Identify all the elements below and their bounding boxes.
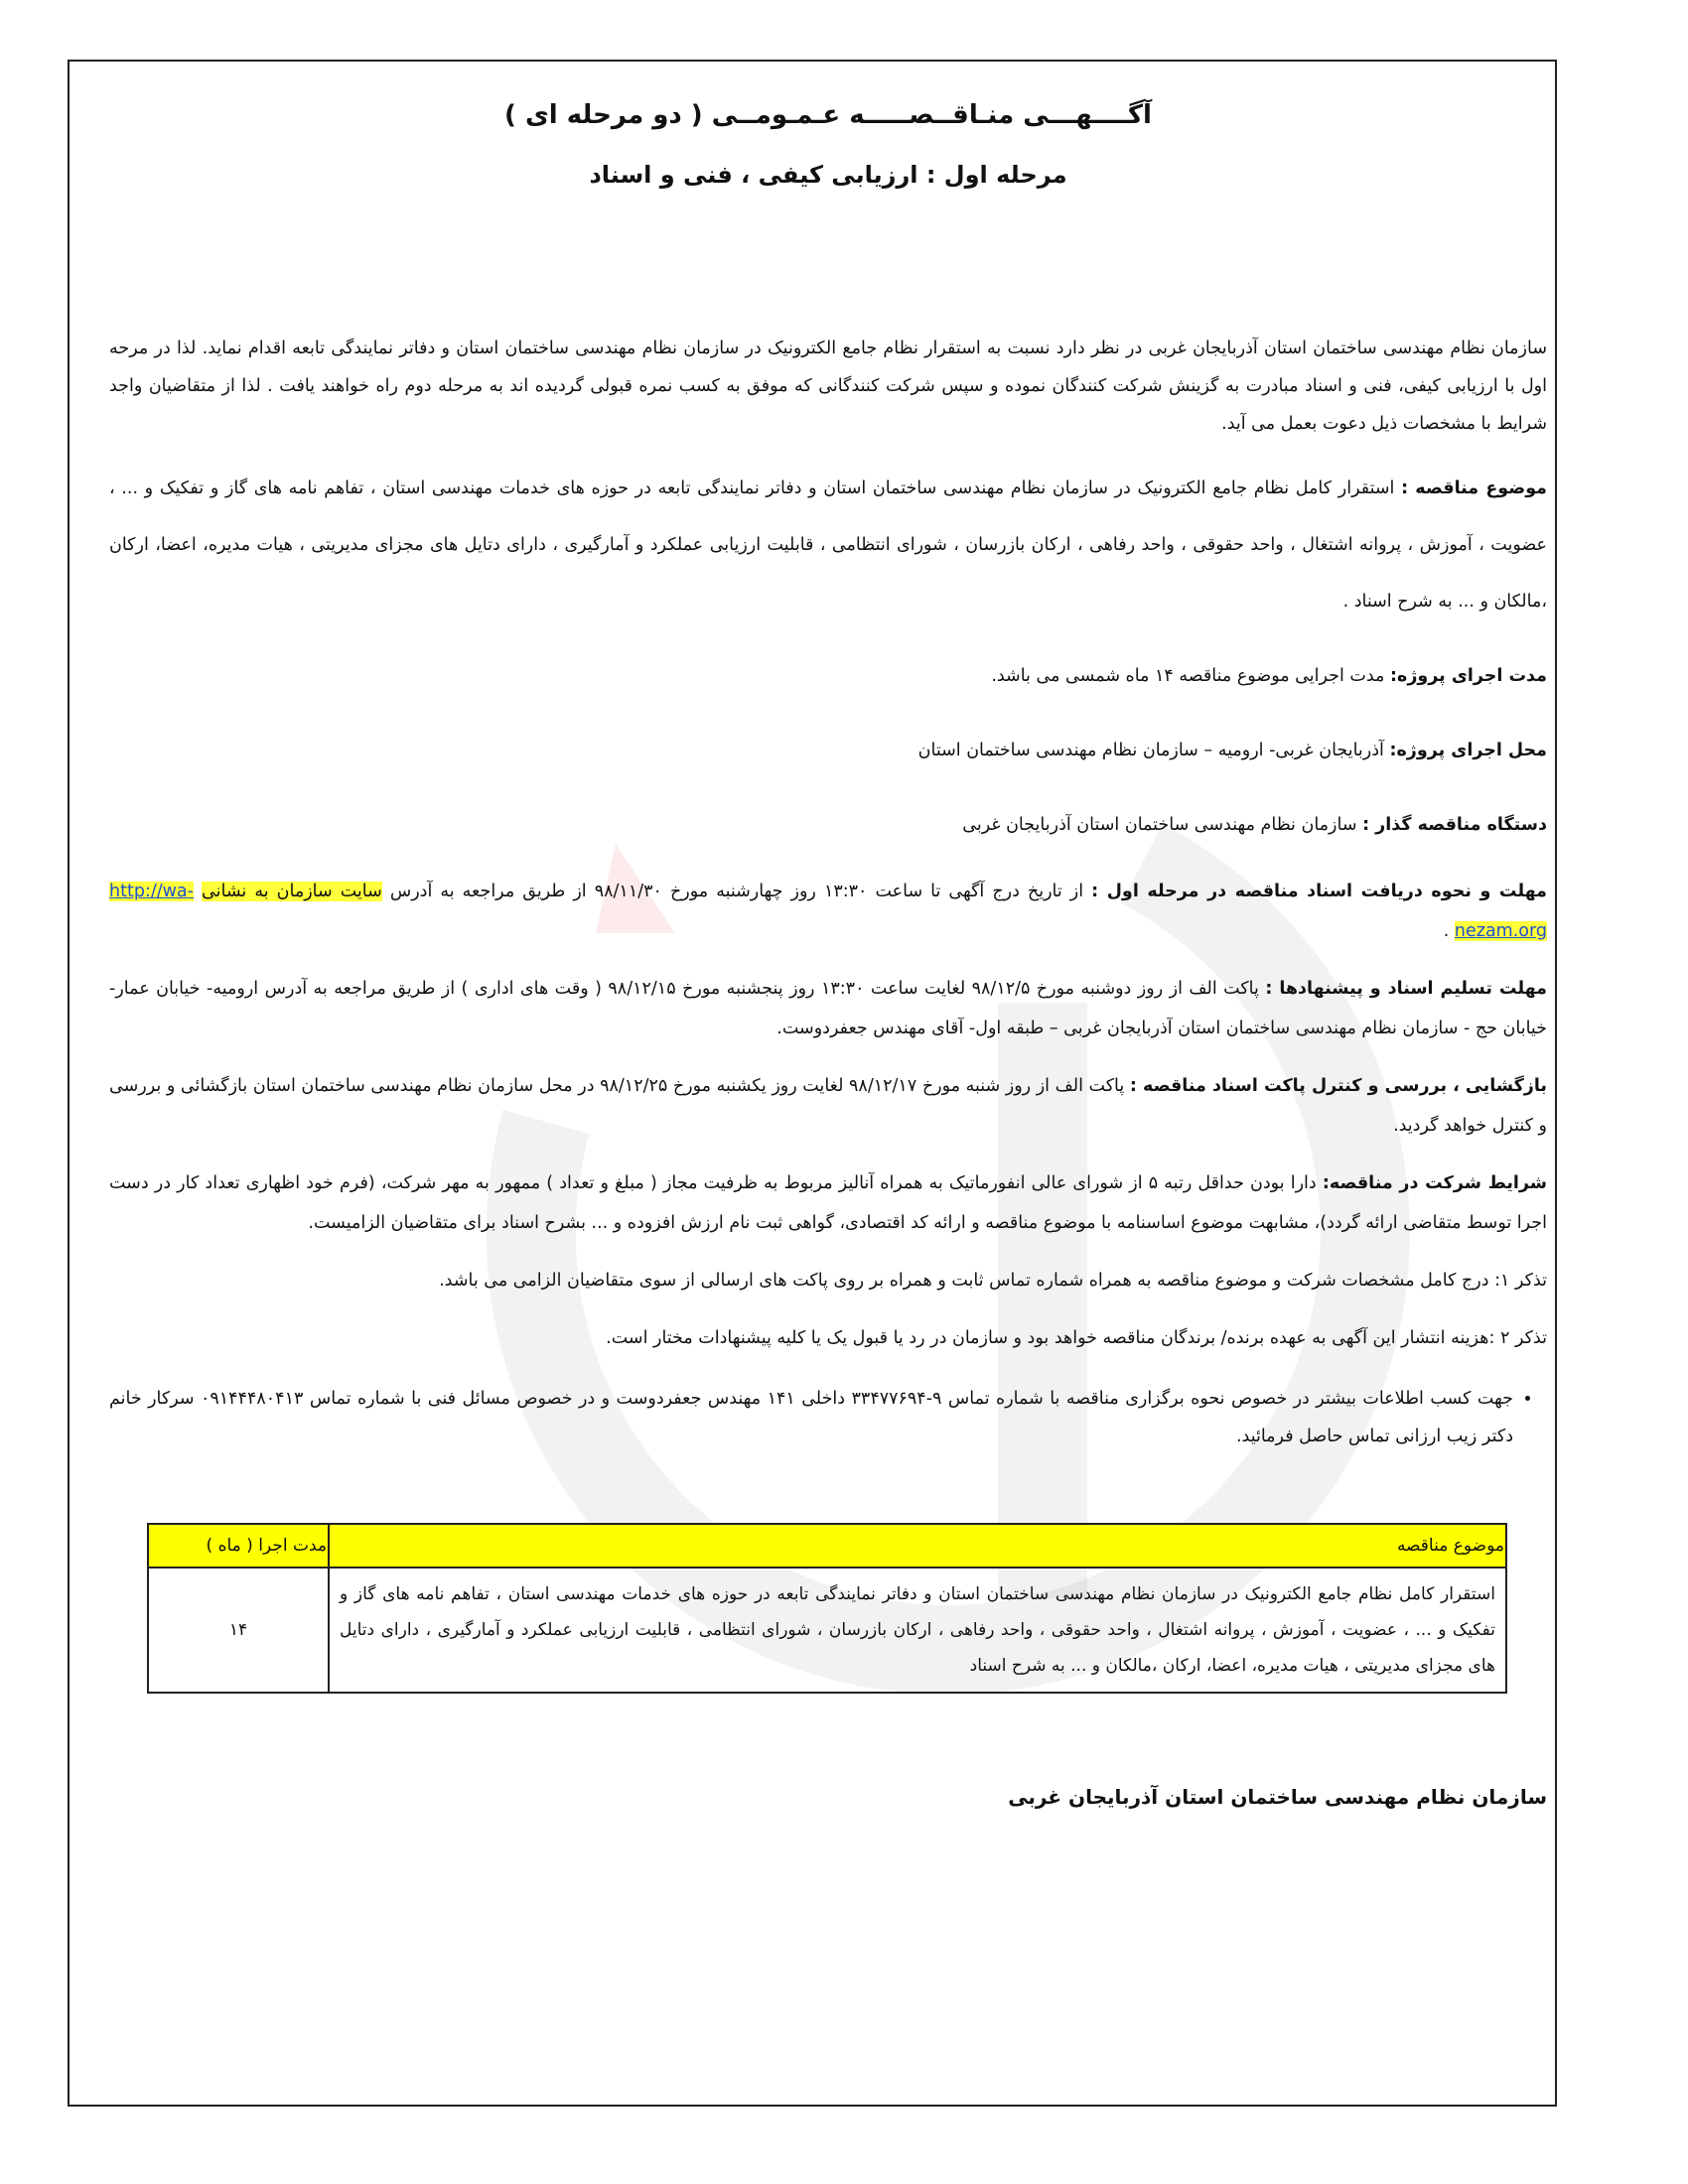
website-link[interactable]: http://wa-nezam.org [109, 882, 1547, 941]
deadline-end: . [1443, 921, 1450, 941]
duration-label: مدت اجرای پروژه: [1390, 666, 1547, 686]
table-row [148, 1568, 1506, 1693]
submission-section [109, 969, 1547, 1048]
tender-summary-table [147, 1523, 1507, 1694]
submission-text: پاکت الف از روز دوشنبه مورخ ۹۸/۱۲/۵ لغایت ساعت ۱۳:۳۰ روز پنجشنبه مورخ ۹۸/۱۲/۱۵ ( وقت های اداری ) از طریق مراجعه به آدرس ارومیه- خیابان عمار- خیابان حج - سازمان نظام مهندسی ساختمان استان آذربایجان غربی – طبقه اول- آقای مهندس جعفردوست. [109, 979, 1547, 1038]
location-text: آذربایجان غربی- ارومیه – سازمان نظام مهندسی ساختمان استان [917, 741, 1384, 760]
header-subject: موضوع مناقصه [329, 1524, 1506, 1568]
subject-label: موضوع مناقصه : [1401, 478, 1547, 498]
deadline-highlight: سایت سازمان به نشانی [202, 882, 382, 901]
deadline-section [109, 872, 1547, 951]
conditions-text: دارا بودن حداقل رتبه ۵ از شورای عالی انفورماتیک به همراه آنالیز مربوط به ظرفیت مجاز ( مبلغ و تعداد ) ممهور به مهر شرکت، (فرم خود اظهاری تعداد کار در دست اجرا توسط متقاضی ارائه گردد)، مشابهت موضوع اساسنامه با موضوع مناقصه و ارائه کد اقتصادی، گواهی ثبت نام ارزش افزوده و ... بشرح اسناد برای متقاضیان الزامیست. [109, 1173, 1547, 1233]
opening-text: پاکت الف از روز شنبه مورخ ۹۸/۱۲/۱۷ لغایت روز یکشنبه مورخ ۹۸/۱۲/۲۵ در محل سازمان نظام مهندسی ساختمان استان بازگشائی و بررسی و کنترل خواهد گردید. [109, 1076, 1547, 1136]
location-section [109, 723, 1547, 779]
contact-info-list [109, 1380, 1547, 1455]
note-1: تذکر ۱: درج کامل مشخصات شرکت و موضوع مناقصه به همراه شماره تماس ثابت و همراه بر روی پاکت های ارسالی از سوی متقاضیان الزامی می باشد. [439, 1271, 1547, 1291]
announcement-title: آگــــهـــی منـاقــصـــــه عـمـومــی ( دو مرحله ای ) [504, 100, 1152, 130]
organizer-label: دستگاه مناقصه گذار : [1362, 815, 1547, 835]
tender-announcement [109, 71, 1547, 1809]
cell-duration: ۱۴ [148, 1568, 329, 1693]
organizer-section [109, 797, 1547, 854]
organizer-text: سازمان نظام مهندسی ساختمان استان آذربایجان غربی [962, 815, 1357, 835]
subject-section [109, 461, 1547, 630]
issuer-signature: سازمان نظام مهندسی ساختمان استان آذربایجان غربی [1008, 1785, 1547, 1809]
duration-text: مدت اجرایی موضوع مناقصه ۱۴ ماه شمسی می باشد. [991, 666, 1385, 686]
announcement-subtitle: مرحله اول : ارزیابی کیفی ، فنی و اسناد [589, 161, 1067, 189]
duration-section [109, 648, 1547, 705]
conditions-label: شرایط شرکت در مناقصه: [1322, 1173, 1547, 1193]
opening-label: بازگشایی ، بررسی و کنترل پاکت اسناد مناقصه : [1129, 1076, 1547, 1096]
submission-label: مهلت تسلیم اسناد و پیشنهادها : [1265, 979, 1547, 999]
conditions-section [109, 1163, 1547, 1243]
deadline-label: مهلت و نحوه دریافت اسناد مناقصه در مرحله اول : [1091, 882, 1547, 901]
table-header-row [148, 1524, 1506, 1568]
subject-text: استقرار کامل نظام جامع الکترونیک در سازمان نظام مهندسی ساختمان استان و دفاتر نمایندگی تابعه در حوزه های خدمات مهندسی استان ، تفاهم نامه های گاز و تفکیک و ... ، عضویت ، آموزش ، پروانه اشتغال ، واحد حقوقی ، واحد رفاهی ، ارکان بازرسان ، شورای انتظامی ، قابلیت ارزیابی عملکرد و آمارگیری ، دارای دتایل های مجزای مدیریتی ، هیات مدیره، اعضا، ارکان ،مالکان و ... به شرح اسناد . [109, 478, 1547, 612]
header-duration: مدت اجرا ( ماه ) [148, 1524, 329, 1568]
intro-paragraph: سازمان نظام مهندسی ساختمان استان آذربایجان غربی در نظر دارد نسبت به استقرار نظام جامع الکترونیک در سازمان نظام مهندسی ساختمان استان و دفاتر نمایندگی تابعه اقدام نماید. لذا در مرحه اول با ارزیابی کیفی، فنی و اسناد مبادرت به گزینش شرکت کنندگان نموده و سپس شرکت کنندگانی که موفق به کسب نمره قبولی گردیده اند به مرحله دوم راه خواهند یافت . لذا از متقاضیان واجد شرایط با مشخصات ذیل دعوت بعمل می آید. [109, 339, 1547, 434]
contact-info-item: • جهت کسب اطلاعات بیشتر در خصوص نحوه برگزاری مناقصه با شماره تماس ۹-۳۳۴۷۷۶۹۴ داخلی ۱۴۱ مهندس جعفردوست و در خصوص مسائل فنی با شماره تماس ۰۹۱۴۴۴۸۰۴۱۳ سرکار خانم دکتر زیب ارزانی تماس حاصل فرمائید. [109, 1380, 1513, 1455]
opening-section [109, 1066, 1547, 1146]
location-label: محل اجرای پروژه: [1389, 741, 1547, 760]
note-2: تذکر ۲ :هزینه انتشار این آگهی به عهده برنده/ برندگان مناقصه خواهد بود و سازمان در رد یا قبول یک یا کلیه پیشنهادات مختار است. [606, 1328, 1547, 1348]
cell-subject: استقرار کامل نظام جامع الکترونیک در سازمان نظام مهندسی ساختمان استان و دفاتر نمایندگی تابعه در حوزه های خدمات مهندسی استان ، تفاهم نامه های گاز و تفکیک و ... ، عضویت ، آموزش ، پروانه اشتغال ، واحد حقوقی ، واحد رفاهی ، ارکان بازرسان ، شورای انتظامی ، قابلیت ارزیابی عملکرد و آمارگیری ، دارای دتایل های مجزای مدیریتی ، هیات مدیره، اعضا، ارکان ،مالکان و ... به شرح اسناد [329, 1568, 1506, 1693]
deadline-text: از تاریخ درج آگهی تا ساعت ۱۳:۳۰ روز چهارشنبه مورخ ۹۸/۱۱/۳۰ از طریق مراجعه به آدرس [389, 882, 1084, 901]
